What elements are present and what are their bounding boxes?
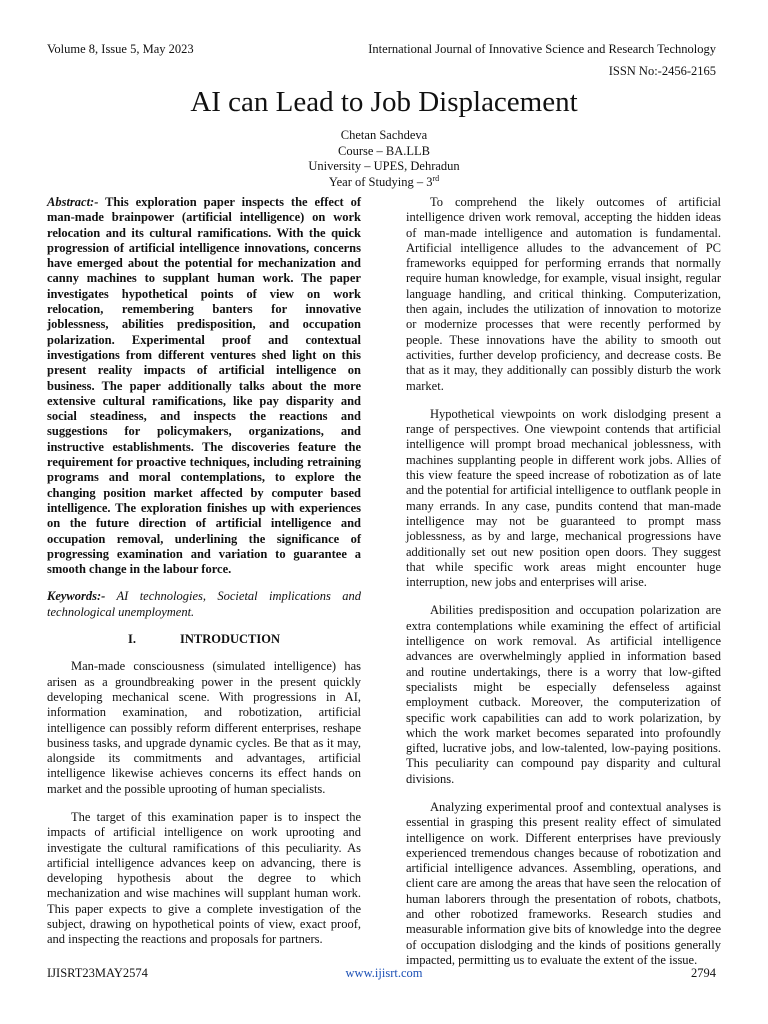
section-heading-introduction — [47, 632, 361, 647]
abstract-label: Abstract:- — [47, 195, 99, 209]
author-block — [0, 128, 768, 190]
journal-volume-issue: Volume 8, Issue 5, May 2023 — [47, 42, 194, 56]
author-name: Chetan Sachdeva — [340, 128, 428, 142]
right-paragraph-2: Hypothetical viewpoints on work dislodging present a range of perspectives. One viewpoint contends that artificial intelligence will prompt broad mechanical joblessness, with machines supplanting people in different work jobs. Allies of this view feature the speed increase of robotization as of late and the potential for artificial intelligence to outflank people in many errands. In any case, pundits contend that man-made intelligence may not be guaranteed to prompt mass joblessness, as by and large, mechanical progressions have additionally set out new position open doors. They suggest that while specific work areas might encounter huge interruption, new jobs and enterprises will arise. — [406, 406, 721, 590]
right-paragraph-4: Analyzing experimental proof and contextual analyses is essential in grasping this present reality effect of simulated intelligence on work. Different enterprises have previously experienced tremendous changes because of robotization and artificial intelligence advances. Assembling, operations, and client care are among the areas that have seen the relocation of human laborers through the presentation of robots, chatbots, and other robotized frameworks. Research studies and measurable information give bits of knowledge into the degree of occupation dislodging and the kinds of positions generally impacted, permitting us to evaluate the extent of the issue. — [406, 799, 721, 967]
journal-issn: ISSN No:-2456-2165 — [608, 64, 716, 78]
author-year-text: Year of Studying – 3 — [328, 174, 433, 189]
footer-page-number: 2794 — [691, 966, 716, 980]
author-university: University – UPES, Dehradun — [308, 159, 460, 173]
keywords-label: Keywords:- — [47, 589, 106, 604]
abstract-text: This exploration paper inspects the effect of man-made brainpower (artificial intelligence) on work relocation and its cultural ramifications. With the quick progression of artificial intelligence innovations, concerns have emerged about the potential for mechanization and canny machines to supplant human work. The paper investigates hypothetical points of view on work relocation, remembering banters for innovative joblessness, abilities predisposition, and occupation polarization. Experimental proof and contextual investigations from different ventures shed light on this present reality impacts of artificial intelligence on business. The paper additionally talks about the more extensive cultural ramifications, like pay disparity and social steadiness, and inspects the reactions and suggestions for policymakers, organizations, and instructive establishments. The discoveries feature the requirement for proactive techniques, including retraining programs and moral contemplations, to explore the changing position market affected by computer based intelligence. The exploration finishes up with experiences on the future direction of artificial intelligence and occupation removal, underlining the significance of progressing examination and variation to guarantee a smooth change in the labour force. — [47, 195, 361, 577]
footer-website-link[interactable]: www.ijisrt.com — [345, 966, 423, 980]
journal-name: International Journal of Innovative Science and Research Technology — [368, 42, 716, 56]
paper-title: AI can Lead to Job Displacement — [190, 86, 578, 118]
right-paragraph-3: Abilities predisposition and occupation polarization are extra contemplations while examining the effect of artificial intelligence on work removal. As artificial intelligence advances are overwhelmingly applied in information based and routine undertakings, there is a worry that low-gifted specialists might be especially defenseless against employment cutback. Moreover, the computerization of specific work capabilities can add to work polarization, by which the work market becomes separated into profoundly gifted, lucrative jobs, and low-talented, low-paying positions. This peculiarity can compound pay disparity and cultural divisions. — [406, 603, 721, 786]
footer-paper-id: IJISRT23MAY2574 — [47, 966, 148, 980]
keywords-text: AI technologies, Societal implications and technological unemployment. — [47, 589, 361, 619]
left-paragraph-2: The target of this examination paper is to inspect the impacts of artificial intelligence on work uprooting and investigate the cultural ramifications of this peculiarity. As artificial intelligence advances keep on advancing, there is developing hypothesis about the degree to which mechanization and wise machines will supplant human work. This paper expects to give a complete investigation of the subject, drawing on hypothetical points of view, exact proof, and inspecting the reactions and proposals for partners. — [47, 809, 361, 947]
author-year-superscript: rd — [432, 173, 440, 183]
author-year — [0, 175, 768, 191]
left-column — [47, 195, 361, 961]
right-paragraph-1: To comprehend the likely outcomes of artificial intelligence driven work removal, accepting the hidden ideas of man-made intelligence and automation is fundamental. Artificial intelligence alludes to the advancement of PC frameworks equipped for performing errands that normally require human knowledge, for example, visual insight, regular language handling, and critical thinking. Computerization, then again, includes the utilization of innovation to motorize or modernize processes that were recently performed by people. These innovations have the ability to smooth out activities, further develop proficiency, and decrease costs. Be that as it may, they additionally can possibly disturb the work market. — [406, 195, 721, 393]
abstract — [47, 195, 361, 577]
right-column — [406, 195, 721, 981]
section-title: INTRODUCTION — [179, 632, 280, 647]
keywords — [47, 589, 361, 620]
section-number: I. — [127, 632, 136, 647]
author-course: Course – BA.LLB — [337, 143, 430, 158]
left-paragraph-1: Man-made consciousness (simulated intelligence) has arisen as a groundbreaking power in the present quickly developing mechanical scene. With progressions in AI, information examination, and robotization, artificial intelligence can possibly reform different enterprises, reshape business tasks, and upgrade dynamic cycles. Be that as it may, alongside its commitments and advantages, artificial intelligence likewise achieves concerns its effect hands on market and the possible uprooting of human specialists. — [47, 659, 361, 796]
